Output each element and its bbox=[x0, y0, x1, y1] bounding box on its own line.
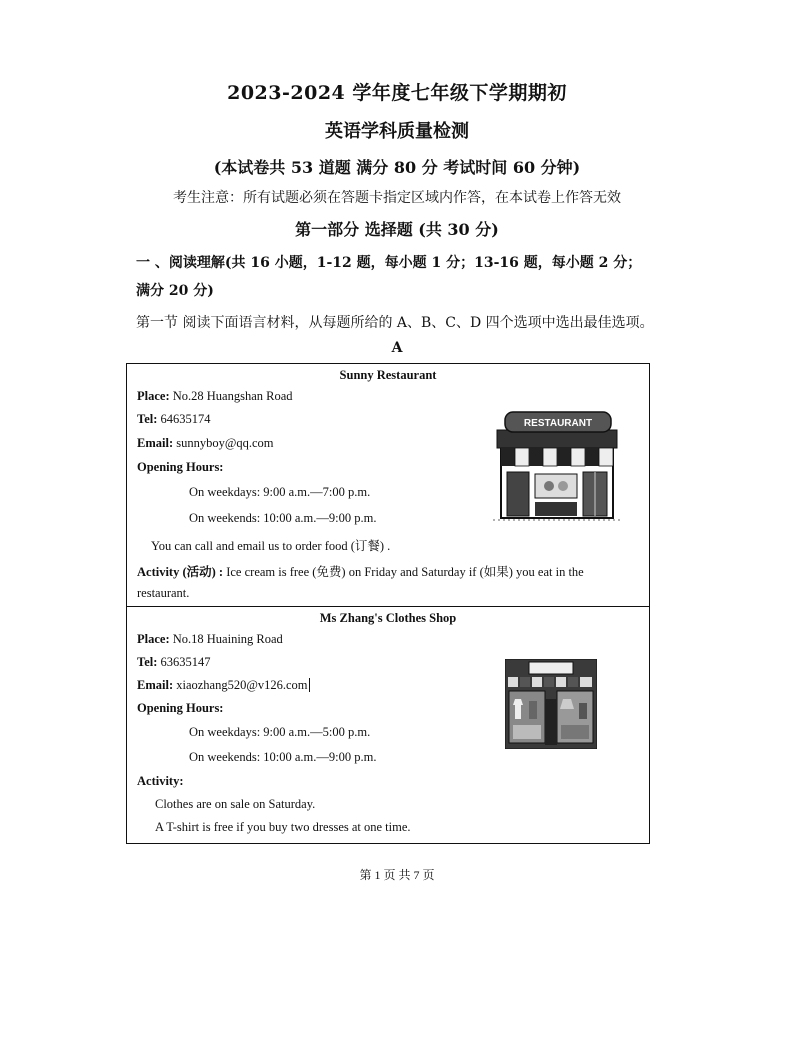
shop-name: Ms Zhang's Clothes Shop bbox=[319, 611, 457, 625]
instruction-line-3: 第一节 阅读下面语言材料，从每题所给的 A、B、C、D 四个选项中选出最佳选项。 bbox=[136, 315, 654, 331]
awning-stripes bbox=[501, 448, 613, 466]
exam-subtitle: 英语学科质量检测 bbox=[325, 121, 469, 142]
shop-activity-label: Activity: bbox=[137, 774, 184, 788]
shop-tel: Tel: 63635147 bbox=[137, 655, 211, 669]
clothes-shop-ad bbox=[126, 606, 650, 844]
instruction-line-1: 一 、阅读理解(共 16 小题，1-12 题，每小题 1 分；13-16 题，每小题 2 分； bbox=[136, 255, 642, 271]
exam-notice: 考生注意：所有试题必须在答题卡指定区域内作答，在本试卷上作答无效 bbox=[173, 190, 621, 206]
clothes-shop-image bbox=[505, 659, 597, 749]
shop-weekdays: On weekdays: 9:00 a.m.—5:00 p.m. bbox=[189, 725, 371, 739]
shop-place: Place: No.18 Huaining Road bbox=[137, 632, 283, 646]
shop-activity-line-2: A T-shirt is free if you buy two dresses at one time. bbox=[155, 820, 411, 834]
restaurant-order-note: You can call and email us to order food (订餐) . bbox=[151, 539, 391, 553]
section-label: A bbox=[391, 340, 403, 356]
instruction-line-2: 满分 20 分) bbox=[136, 283, 214, 299]
restaurant-email: Email: sunnyboy@qq.com bbox=[137, 436, 274, 450]
restaurant-ad bbox=[126, 363, 650, 607]
shop-activity-line-1: Clothes are on sale on Saturday. bbox=[155, 797, 316, 811]
restaurant-name: Sunny Restaurant bbox=[339, 368, 437, 382]
shop-email: Email: xiaozhang520@v126.com bbox=[137, 678, 308, 692]
restaurant-activity-cont: restaurant. bbox=[137, 586, 190, 600]
restaurant-building-image bbox=[493, 408, 623, 524]
restaurant-sign-text: RESTAURANT bbox=[523, 418, 593, 429]
page-footer: 第 1 页 共 7 页 bbox=[359, 868, 435, 882]
shop-weekends: On weekends: 10:00 a.m.—9:00 p.m. bbox=[189, 750, 377, 764]
restaurant-tel: Tel: 64635174 bbox=[137, 412, 211, 426]
exam-title: 2023-2024 学年度七年级下学期期初 bbox=[227, 82, 567, 104]
restaurant-weekends: On weekends: 10:00 a.m.—9:00 p.m. bbox=[189, 511, 377, 525]
shop-hours-label: Opening Hours: bbox=[137, 701, 224, 715]
restaurant-weekdays: On weekdays: 9:00 a.m.—7:00 p.m. bbox=[189, 485, 371, 499]
exam-info: (本试卷共 53 道题 满分 80 分 考试时间 60 分钟) bbox=[213, 158, 581, 177]
restaurant-place: Place: No.28 Huangshan Road bbox=[137, 389, 293, 403]
part-heading: 第一部分 选择题 (共 30 分) bbox=[295, 220, 499, 239]
restaurant-activity: Activity (活动) : Ice cream is free (免费) on Friday and Saturday if (如果) you eat in the bbox=[137, 565, 584, 579]
restaurant-hours-label: Opening Hours: bbox=[137, 460, 224, 474]
